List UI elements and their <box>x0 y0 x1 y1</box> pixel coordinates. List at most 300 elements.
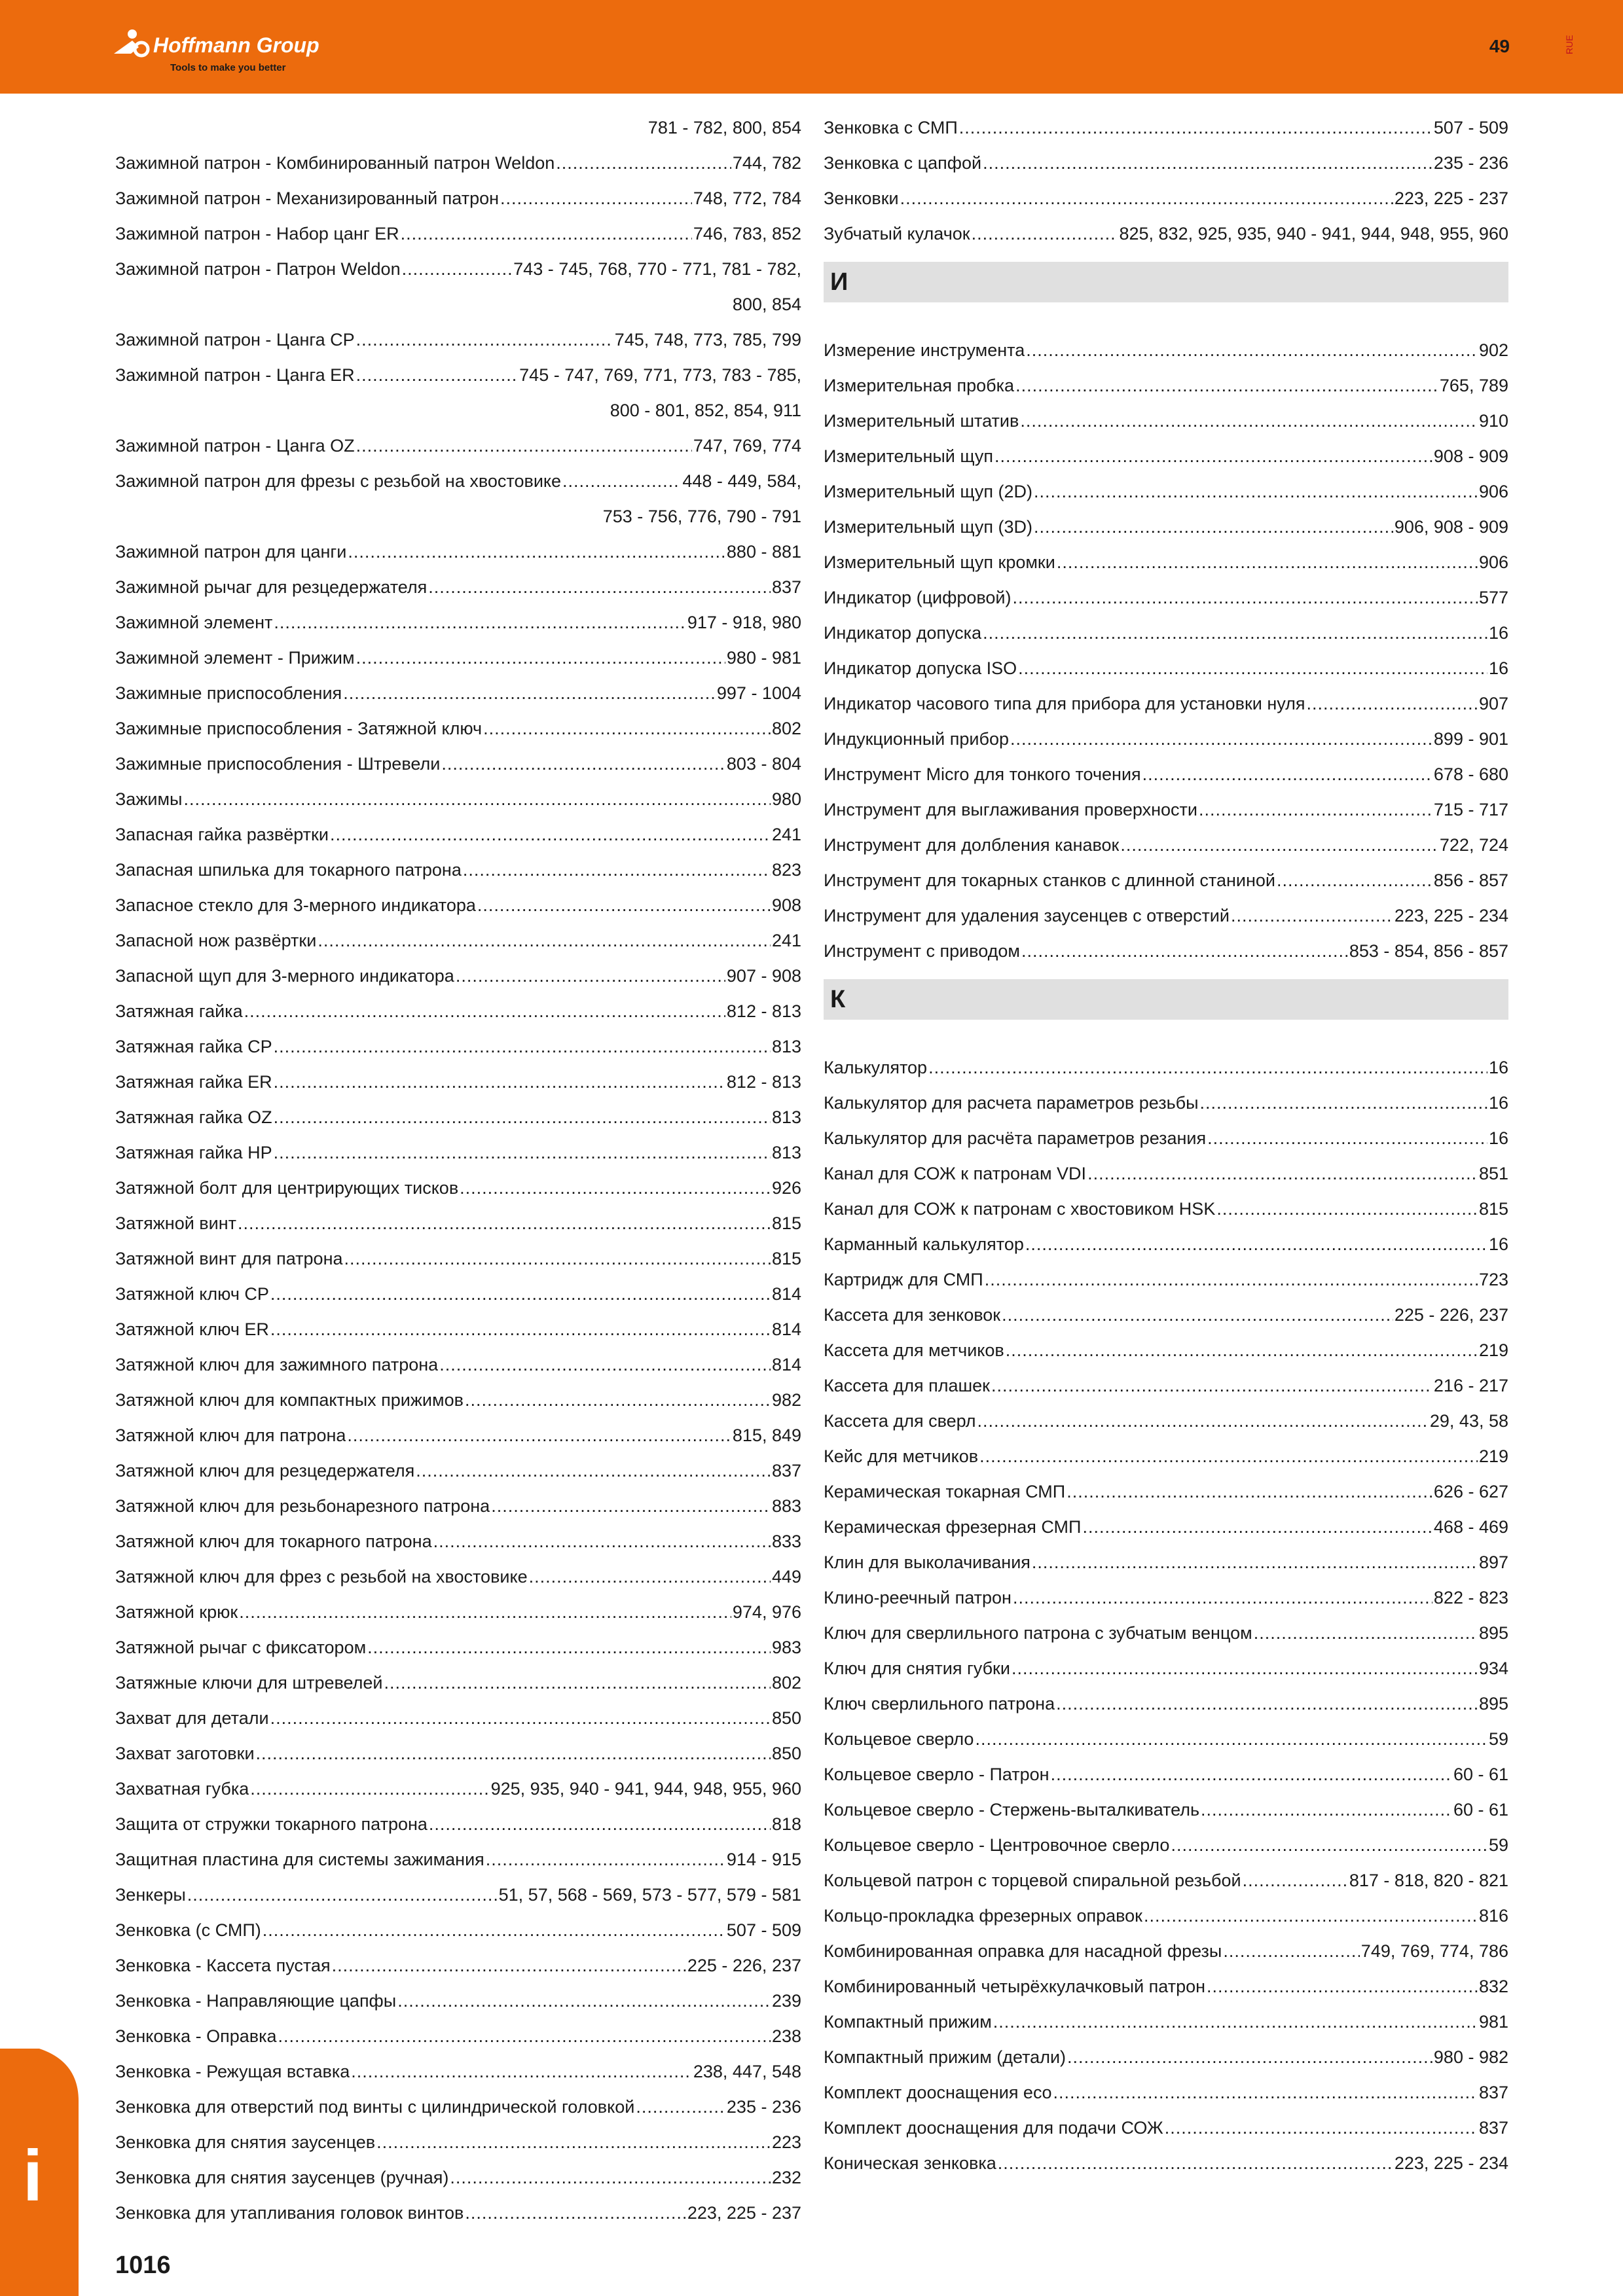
index-entry <box>115 1347 801 1382</box>
dot-leader <box>1032 1545 1478 1580</box>
index-term: Зенковка - Режущая вставка <box>115 2062 350 2081</box>
index-term: Индикатор допуска ISO <box>824 658 1017 678</box>
index-entry <box>115 1241 801 1276</box>
dot-leader <box>278 2018 771 2054</box>
index-entry <box>115 2054 801 2089</box>
dot-leader <box>1087 1156 1478 1191</box>
dot-leader <box>959 110 1432 145</box>
index-entry <box>824 1156 1508 1191</box>
index-term: Захватная губка <box>115 1779 249 1799</box>
index-page-refs: 29, 43, 58 <box>1429 1411 1508 1431</box>
index-term: Инструмент для токарных станков с длинной станиной <box>824 870 1275 890</box>
index-entry <box>115 1100 801 1135</box>
dot-leader <box>250 1771 489 1806</box>
index-term: Инструмент для удаления заусенцев с отверстий <box>824 906 1230 925</box>
index-term: Зенковка - Направляющие цапфы <box>115 1991 397 2011</box>
index-term: Керамическая токарная СМП <box>824 1482 1066 1501</box>
language-code: RUE <box>1564 35 1575 54</box>
index-term: Измерение инструмента <box>824 340 1025 360</box>
index-entry <box>824 1191 1508 1227</box>
dot-leader <box>1216 1191 1478 1227</box>
index-page-refs: 216 - 217 <box>1433 1376 1508 1395</box>
dot-leader <box>274 1064 725 1100</box>
dot-leader <box>636 2089 725 2125</box>
dot-leader <box>1018 651 1487 686</box>
index-term: Индикатор допуска <box>824 623 982 643</box>
index-page-refs: 934 <box>1478 1659 1508 1678</box>
index-page-refs: 239 <box>771 1991 801 2011</box>
index-entry <box>115 1771 801 1806</box>
index-page-refs: 577 <box>1478 588 1508 607</box>
dot-leader <box>983 145 1432 181</box>
index-term: Захват заготовки <box>115 1744 255 1763</box>
index-page-refs: 238 <box>771 2026 801 2046</box>
index-entry <box>115 958 801 994</box>
dot-leader <box>972 216 1118 251</box>
index-term: Инструмент для выглаживания проверхности <box>824 800 1197 819</box>
dot-leader <box>977 1403 1428 1439</box>
index-entry <box>824 1121 1508 1156</box>
index-entry <box>115 994 801 1029</box>
index-page-refs: 906 <box>1478 482 1508 501</box>
dot-leader <box>356 640 725 675</box>
dot-leader <box>274 1135 771 1170</box>
index-entry <box>824 216 1508 251</box>
dot-leader <box>330 817 771 852</box>
index-term: Калькулятор для расчёта параметров резания <box>824 1128 1207 1148</box>
index-page-refs: 16 <box>1488 1093 1508 1113</box>
index-term: Зажимной патрон - Набор цанг ER <box>115 224 399 243</box>
index-page-refs: 851 <box>1478 1164 1508 1183</box>
index-entry <box>824 686 1508 721</box>
index-term: Кольцевое сверло - Центровочное сверло <box>824 1835 1170 1855</box>
index-page-refs: 980 - 981 <box>726 648 801 668</box>
index-term: Затяжной ключ для патрона <box>115 1426 346 1445</box>
dot-leader <box>1012 1651 1478 1686</box>
index-term: Затяжной крюк <box>115 1602 238 1622</box>
index-page-refs: 232 <box>771 2168 801 2187</box>
dot-leader <box>433 1524 771 1559</box>
dot-leader <box>347 1418 731 1453</box>
index-term: Зенковка (с СМП) <box>115 1920 261 1940</box>
index-page-refs: 907 <box>1478 694 1508 713</box>
index-term: Запасной щуп для 3-мерного индикатора <box>115 966 454 986</box>
dot-leader <box>384 1665 771 1700</box>
dot-leader <box>274 605 685 640</box>
index-page-refs: 895 <box>1478 1694 1508 1713</box>
index-entry <box>824 2039 1508 2075</box>
index-page-refs: 813 <box>771 1143 801 1162</box>
index-entry <box>115 1559 801 1594</box>
index-term: Кейс для метчиков <box>824 1446 979 1466</box>
index-entry <box>115 1665 801 1700</box>
index-entry <box>824 439 1508 474</box>
index-term: Защита от стружки токарного патрона <box>115 1814 428 1834</box>
index-entry <box>115 1418 801 1453</box>
dot-leader <box>238 1206 771 1241</box>
index-term: Измерительная пробка <box>824 376 1015 395</box>
index-entry <box>115 1170 801 1206</box>
dot-leader <box>1034 474 1478 509</box>
dot-leader <box>1010 721 1432 757</box>
index-page-refs: 678 - 680 <box>1433 764 1508 784</box>
index-entry <box>115 640 801 675</box>
dot-leader <box>1021 933 1348 969</box>
index-entry <box>824 1333 1508 1368</box>
dot-leader <box>1013 1580 1432 1615</box>
index-page-refs: 60 - 61 <box>1453 1800 1508 1820</box>
index-term: Зенковка для отверстий под винты с цилиндрической головкой <box>115 2097 635 2117</box>
index-entry <box>824 368 1508 403</box>
index-page-refs: 907 - 908 <box>726 966 801 986</box>
index-page-refs: 816 <box>1478 1906 1508 1926</box>
index-page-refs: 223, 225 - 234 <box>1394 2153 1508 2173</box>
index-term: Затяжные ключи для штревелей <box>115 1673 383 1693</box>
index-page-refs: 812 - 813 <box>726 1072 801 1092</box>
index-entry <box>824 1651 1508 1686</box>
index-page-refs: 910 <box>1478 411 1508 431</box>
dot-leader <box>1243 1863 1348 1898</box>
dot-leader <box>529 1559 771 1594</box>
index-page-refs: 899 - 901 <box>1433 729 1508 749</box>
index-entry <box>115 145 801 181</box>
dot-leader <box>183 781 771 817</box>
index-page-refs: 822 - 823 <box>1433 1588 1508 1607</box>
dot-leader <box>998 2145 1393 2181</box>
dot-leader <box>465 1382 771 1418</box>
index-entry <box>115 1488 801 1524</box>
dot-leader <box>500 181 692 216</box>
index-entry <box>115 923 801 958</box>
index-page-refs: 723 <box>1478 1270 1508 1289</box>
index-entry <box>824 615 1508 651</box>
index-page-refs: 981 <box>1478 2012 1508 2032</box>
index-entry <box>115 1736 801 1771</box>
index-entry <box>115 322 801 357</box>
dot-leader <box>1165 2110 1478 2145</box>
index-entry <box>824 651 1508 686</box>
index-page-refs: 225 - 226, 237 <box>1394 1305 1508 1325</box>
index-entry <box>115 1029 801 1064</box>
index-entry <box>824 827 1508 863</box>
index-page-refs: 449 <box>771 1567 801 1587</box>
index-entry <box>824 721 1508 757</box>
dot-leader <box>351 2054 692 2089</box>
index-page-refs: 837 <box>1478 2083 1508 2102</box>
index-entry <box>824 1439 1508 1474</box>
dot-leader <box>343 675 716 711</box>
index-page-refs: 880 - 881 <box>726 542 801 562</box>
index-page-refs: 926 <box>771 1178 801 1198</box>
dot-leader <box>1231 898 1393 933</box>
dot-leader <box>376 2125 771 2160</box>
index-term: Зажимной элемент <box>115 613 273 632</box>
dot-leader <box>1207 1121 1487 1156</box>
index-term: Калькулятор <box>824 1058 928 1077</box>
index-term: Комплект дооснащения eco <box>824 2083 1052 2102</box>
index-entry <box>115 1524 801 1559</box>
index-page-refs: 815, 849 <box>732 1426 801 1445</box>
dot-leader <box>1082 1509 1432 1545</box>
index-page-refs: 813 <box>771 1037 801 1056</box>
index-term: Кольцевой патрон с торцевой спиральной резьбой <box>824 1871 1241 1890</box>
index-page-refs: 802 <box>771 719 801 738</box>
dot-leader <box>900 181 1393 216</box>
index-entry-continuation <box>115 499 801 534</box>
index-entry <box>115 1135 801 1170</box>
index-term: Затяжной ключ для токарного патрона <box>115 1532 432 1551</box>
dot-leader <box>367 1630 771 1665</box>
index-page-refs: 837 <box>771 1461 801 1480</box>
index-entry <box>115 888 801 923</box>
index-page-refs: 51, 57, 568 - 569, 573 - 577, 579 - 581 <box>498 1885 801 1905</box>
index-page-refs: 753 - 756, 776, 790 - 791 <box>602 507 801 526</box>
dot-leader <box>985 1262 1478 1297</box>
header-page-number: 49 <box>1489 36 1510 56</box>
index-term: Калькулятор для расчета параметров резьбы <box>824 1093 1199 1113</box>
index-column-right <box>824 110 1508 2181</box>
index-term: Затяжная гайка HP <box>115 1143 272 1162</box>
index-entry <box>824 1686 1508 1721</box>
index-page-refs: 825, 832, 925, 935, 940 - 941, 944, 948, 955, 960 <box>1119 224 1508 243</box>
index-entry <box>115 711 801 746</box>
index-entry <box>824 509 1508 545</box>
index-entry <box>115 1842 801 1877</box>
index-term: Затяжной ключ для резцедержателя <box>115 1461 415 1480</box>
dot-leader <box>483 711 771 746</box>
index-entry <box>824 2110 1508 2145</box>
dot-leader <box>1026 332 1478 368</box>
dot-leader <box>1277 863 1432 898</box>
hoffmann-logo <box>113 27 401 80</box>
index-page-refs: 765, 789 <box>1439 376 1508 395</box>
index-entry <box>824 1721 1508 1757</box>
dot-leader <box>1006 1333 1478 1368</box>
index-term: Кольцевое сверло - Стержень-выталкиватель <box>824 1800 1200 1820</box>
index-page-refs: 16 <box>1488 658 1508 678</box>
index-term: Измерительный щуп (2D) <box>824 482 1033 501</box>
index-entry <box>115 852 801 888</box>
index-term: Затяжной ключ для зажимного патрона <box>115 1355 439 1374</box>
index-page-refs: 897 <box>1478 1552 1508 1572</box>
index-term: Кассета для плашек <box>824 1376 990 1395</box>
dot-leader <box>994 439 1432 474</box>
dot-leader <box>344 1241 771 1276</box>
index-page-refs: 837 <box>771 577 801 597</box>
index-page-refs: 997 - 1004 <box>716 683 801 703</box>
index-term: Инструмент Micro для тонкого точения <box>824 764 1141 784</box>
dot-leader <box>263 1912 725 1948</box>
index-entry <box>115 2125 801 2160</box>
index-entry <box>824 332 1508 368</box>
index-page-refs: 812 - 813 <box>726 1001 801 1021</box>
index-page-refs: 715 - 717 <box>1433 800 1508 819</box>
index-page-refs: 906, 908 - 909 <box>1394 517 1508 537</box>
index-term: Зенковка - Кассета пустая <box>115 1956 331 1975</box>
index-page-refs: 800 - 801, 852, 854, 911 <box>610 401 801 420</box>
index-entry <box>824 757 1508 792</box>
index-page-refs: 850 <box>771 1708 801 1728</box>
index-page-refs: 745 - 747, 769, 771, 773, 783 - 785, <box>519 365 801 385</box>
dot-leader <box>1020 403 1478 439</box>
index-page-refs: 908 <box>771 895 801 915</box>
dot-leader <box>1053 2075 1477 2110</box>
dot-leader <box>429 1806 771 1842</box>
index-entry-continuation <box>115 287 801 322</box>
index-term: Зенковки <box>824 188 899 208</box>
dot-leader <box>439 1347 771 1382</box>
dot-leader <box>270 1276 771 1312</box>
dot-leader <box>1015 368 1438 403</box>
index-page-refs: 59 <box>1488 1729 1508 1749</box>
dot-leader <box>1056 1686 1478 1721</box>
index-term: Измерительный щуп <box>824 446 994 466</box>
index-entry-continuation <box>115 110 801 145</box>
index-entry <box>824 110 1508 145</box>
index-page-refs: 448 - 449, 584, <box>682 471 801 491</box>
dot-leader <box>244 994 725 1029</box>
index-entry <box>824 1085 1508 1121</box>
index-page-refs: 16 <box>1488 623 1508 643</box>
index-term: Кассета для метчиков <box>824 1340 1004 1360</box>
index-entry <box>115 181 801 216</box>
dot-leader <box>428 569 771 605</box>
dot-leader <box>1034 509 1393 545</box>
index-page-refs: 235 - 236 <box>1433 153 1508 173</box>
index-entry <box>824 1509 1508 1545</box>
index-term: Зенковка - Оправка <box>115 2026 277 2046</box>
index-term: Затяжная гайка CP <box>115 1037 272 1056</box>
index-term: Зенковка для утапливания головок винтов <box>115 2203 464 2223</box>
index-entry <box>115 569 801 605</box>
index-term: Ключ сверлильного патрона <box>824 1694 1055 1713</box>
index-term: Кассета для сверл <box>824 1411 976 1431</box>
index-page-refs: 902 <box>1478 340 1508 360</box>
index-page-refs: 626 - 627 <box>1433 1482 1508 1501</box>
dot-leader <box>356 322 613 357</box>
index-term: Зажимной патрон - Цанга CP <box>115 330 355 350</box>
index-entry <box>824 1262 1508 1297</box>
index-term: Затяжной рычаг с фиксатором <box>115 1638 367 1657</box>
index-page-refs: 60 - 61 <box>1453 1765 1508 1784</box>
index-term: Зенкеры <box>115 1885 186 1905</box>
index-term: Ключ для снятия губки <box>824 1659 1010 1678</box>
section-header: И <box>824 262 1508 302</box>
index-page-refs: 980 - 982 <box>1433 2047 1508 2067</box>
index-entry <box>115 463 801 499</box>
index-page-refs: 850 <box>771 1744 801 1763</box>
dot-leader <box>274 1100 771 1135</box>
index-page-refs: 974, 976 <box>732 1602 801 1622</box>
index-term: Комплект дооснащения для подачи СОЖ <box>824 2118 1163 2138</box>
index-entry <box>115 675 801 711</box>
index-page-refs: 982 <box>771 1390 801 1410</box>
index-term: Канал для СОЖ к патронам VDI <box>824 1164 1087 1183</box>
index-entry <box>824 1580 1508 1615</box>
index-term: Зенковка с цапфой <box>824 153 982 173</box>
index-entry <box>115 781 801 817</box>
index-page-refs: 856 - 857 <box>1433 870 1508 890</box>
index-entry <box>824 933 1508 969</box>
index-page-refs: 980 <box>771 789 801 809</box>
index-page-refs: 802 <box>771 1673 801 1693</box>
index-term: Зажимной патрон - Цанга ER <box>115 365 355 385</box>
dot-leader <box>397 1983 771 2018</box>
dot-leader <box>239 1594 731 1630</box>
index-term: Компактный прижим (детали) <box>824 2047 1067 2067</box>
dot-leader <box>1307 686 1478 721</box>
dot-leader <box>318 923 771 958</box>
index-page-refs: 917 - 918, 980 <box>687 613 801 632</box>
index-entry <box>115 1806 801 1842</box>
index-term: Индикатор часового типа для прибора для установки нуля <box>824 694 1305 713</box>
index-page-refs: 817 - 818, 820 - 821 <box>1349 1871 1508 1890</box>
index-page-refs: 225 - 226, 237 <box>687 1956 801 1975</box>
index-page-refs: 815 <box>1478 1199 1508 1219</box>
dot-leader <box>256 1736 771 1771</box>
index-term: Канал для СОЖ к патронам с хвостовиком HSK <box>824 1199 1216 1219</box>
index-term: Измерительный щуп кромки <box>824 552 1055 572</box>
index-page-refs: 223 <box>771 2132 801 2152</box>
index-page-refs: 743 - 745, 768, 770 - 771, 781 - 782, <box>513 259 801 279</box>
index-entry <box>115 2160 801 2195</box>
index-entry <box>824 2075 1508 2110</box>
dot-leader <box>463 852 771 888</box>
dot-leader <box>270 1312 771 1347</box>
dot-leader <box>486 1842 725 1877</box>
index-term: Коническая зенковка <box>824 2153 996 2173</box>
index-term: Защитная пластина для системы зажимания <box>115 1850 484 1869</box>
index-term: Зажимной рычаг для резцедержателя <box>115 577 428 597</box>
index-entry <box>824 2004 1508 2039</box>
index-page-refs: 823 <box>771 860 801 880</box>
index-term: Зажимные приспособления - Затяжной ключ <box>115 719 483 738</box>
index-entry <box>824 1368 1508 1403</box>
index-page-refs: 59 <box>1488 1835 1508 1855</box>
index-page-refs: 813 <box>771 1107 801 1127</box>
dot-leader <box>416 1453 771 1488</box>
index-entry <box>824 181 1508 216</box>
dot-leader <box>1199 792 1432 827</box>
index-page-refs: 16 <box>1488 1234 1508 1254</box>
index-entry <box>115 2195 801 2231</box>
index-term: Зажимной патрон для фрезы с резьбой на хвостовике <box>115 471 562 491</box>
index-entry <box>115 1206 801 1241</box>
dot-leader <box>356 357 518 393</box>
index-term: Клино-реечный патрон <box>824 1588 1012 1607</box>
header-band <box>0 0 1623 94</box>
index-term: Затяжной ключ для фрез с резьбой на хвостовике <box>115 1567 528 1587</box>
dot-leader <box>348 534 725 569</box>
index-page-refs: 16 <box>1488 1128 1508 1148</box>
dot-leader <box>1223 1933 1359 1969</box>
index-page-refs: 814 <box>771 1284 801 1304</box>
dot-leader <box>993 2004 1478 2039</box>
index-entry <box>824 1227 1508 1262</box>
index-page-refs: 241 <box>771 825 801 844</box>
index-term: Запасной нож развёртки <box>115 931 317 950</box>
index-term: Затяжной ключ для компактных прижимов <box>115 1390 464 1410</box>
index-term: Запасная гайка развёртки <box>115 825 329 844</box>
dot-leader <box>556 145 731 181</box>
dot-leader <box>187 1877 498 1912</box>
index-term: Измерительный щуп (3D) <box>824 517 1033 537</box>
index-term: Захват для детали <box>115 1708 269 1728</box>
dot-leader <box>402 251 513 287</box>
index-page-refs: 833 <box>771 1532 801 1551</box>
dot-leader <box>450 2160 771 2195</box>
index-page-refs: 914 - 915 <box>726 1850 801 1869</box>
